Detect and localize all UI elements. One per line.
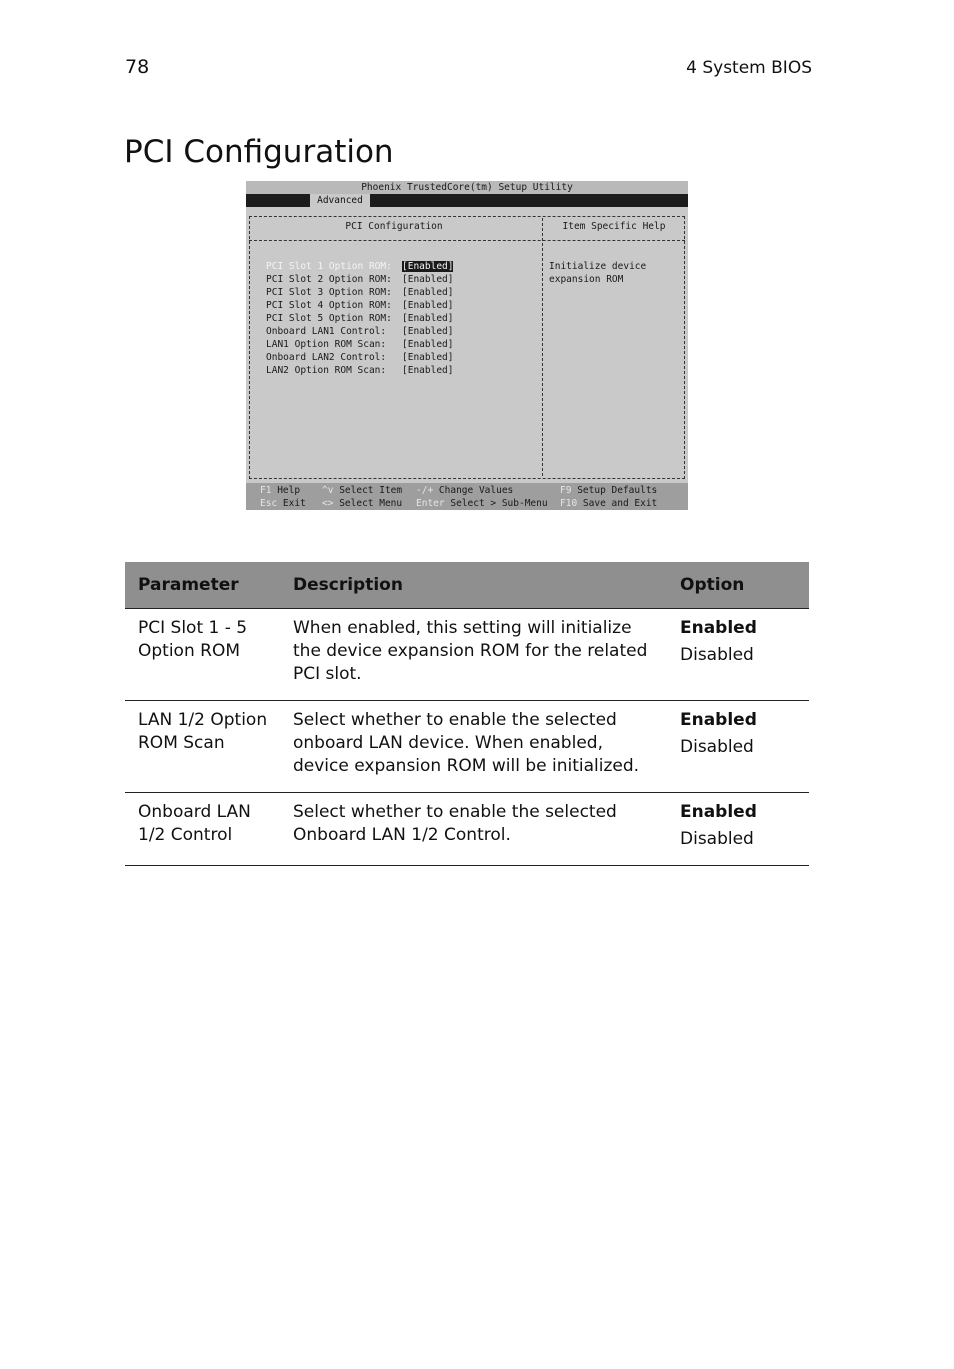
bios-setting-label: PCI Slot 5 Option ROM:	[266, 313, 392, 324]
option-cell	[667, 609, 809, 701]
bios-key-select-item: ^v Select Item	[322, 485, 403, 496]
bios-setting-value: [Enabled]	[402, 313, 454, 324]
chapter-title: 4 System BIOS	[686, 58, 812, 78]
bios-key-f9: F9 Setup Defaults	[560, 485, 658, 496]
bios-setting-row	[266, 312, 453, 325]
bios-setting-label: Onboard LAN2 Control:	[266, 352, 387, 363]
table-header-row	[125, 562, 809, 609]
bios-key-f10: F10 Save and Exit	[560, 498, 658, 509]
bios-setting-label: LAN1 Option ROM Scan:	[266, 339, 387, 350]
bios-setting-label: Onboard LAN1 Control:	[266, 326, 387, 337]
bios-screenshot	[246, 181, 688, 510]
bios-setting-row	[266, 325, 453, 338]
bios-setting-value: [Enabled]	[402, 365, 454, 376]
bios-help-line: Initialize device	[549, 261, 647, 272]
bios-help-line: expansion ROM	[549, 274, 624, 285]
bios-titlebar: Phoenix TrustedCore(tm) Setup Utility	[246, 181, 688, 194]
bios-menubar	[246, 194, 688, 207]
parameter-cell: LAN 1/2 Option ROM Scan	[125, 701, 280, 793]
bios-setting-label: PCI Slot 1 Option ROM:	[266, 261, 392, 272]
table-row	[125, 701, 809, 793]
table-row	[125, 793, 809, 866]
bios-footer	[246, 483, 688, 510]
page-title: PCI Configuration	[124, 133, 394, 170]
bios-setting-value: [Enabled]	[402, 326, 454, 337]
parameter-table	[125, 562, 809, 866]
parameter-cell: Onboard LAN 1/2 Control	[125, 793, 280, 866]
bios-key-f1: F1 Help	[260, 485, 301, 496]
bios-setting-row	[266, 364, 453, 377]
bios-heading: PCI Configuration	[345, 221, 443, 232]
column-header-parameter: Parameter	[125, 562, 280, 609]
bios-help-text	[549, 260, 679, 286]
bios-setting-row	[266, 351, 453, 364]
description-cell: When enabled, this setting will initialize the device expansion ROM for the related PCI slot.	[280, 609, 667, 701]
bios-setting-label: PCI Slot 2 Option ROM:	[266, 274, 392, 285]
bios-setting-value: [Enabled]	[402, 274, 454, 285]
option-default: Enabled	[680, 618, 757, 638]
bios-tab-advanced: Advanced	[310, 194, 370, 207]
bios-setting-label: PCI Slot 4 Option ROM:	[266, 300, 392, 311]
option-other: Disabled	[680, 829, 754, 849]
column-header-option: Option	[667, 562, 809, 609]
bios-help-heading: Item Specific Help	[562, 221, 666, 232]
page-number: 78	[125, 56, 150, 78]
option-other: Disabled	[680, 645, 754, 665]
parameter-cell: PCI Slot 1 - 5 Option ROM	[125, 609, 280, 701]
description-cell: Select whether to enable the selected Onboard LAN 1/2 Control.	[280, 793, 667, 866]
bios-setting-row	[266, 299, 453, 312]
option-other: Disabled	[680, 737, 754, 757]
description-cell: Select whether to enable the selected onboard LAN device. When enabled, device expansion ROM will be initialized.	[280, 701, 667, 793]
bios-divider	[542, 218, 543, 476]
bios-setting-label: LAN2 Option ROM Scan:	[266, 365, 387, 376]
bios-key-change-values: -/+ Change Values	[416, 485, 514, 496]
bios-setting-row	[266, 273, 453, 286]
bios-setting-value: [Enabled]	[402, 261, 454, 272]
bios-setting-row	[266, 286, 453, 299]
bios-setting-row	[266, 338, 453, 351]
bios-settings-list	[266, 260, 453, 377]
bios-setting-row	[266, 260, 453, 273]
table-row	[125, 609, 809, 701]
bios-setting-value: [Enabled]	[402, 352, 454, 363]
option-cell	[667, 793, 809, 866]
bios-key-esc: Esc Exit	[260, 498, 306, 509]
option-default: Enabled	[680, 802, 757, 822]
bios-setting-label: PCI Slot 3 Option ROM:	[266, 287, 392, 298]
bios-key-select-menu: <> Select Menu	[322, 498, 403, 509]
bios-setting-value: [Enabled]	[402, 339, 454, 350]
option-cell	[667, 701, 809, 793]
bios-setting-value: [Enabled]	[402, 287, 454, 298]
bios-key-enter: Enter Select > Sub-Menu	[416, 498, 548, 509]
option-default: Enabled	[680, 710, 757, 730]
column-header-description: Description	[280, 562, 667, 609]
bios-setting-value: [Enabled]	[402, 300, 454, 311]
bios-divider	[249, 240, 685, 241]
